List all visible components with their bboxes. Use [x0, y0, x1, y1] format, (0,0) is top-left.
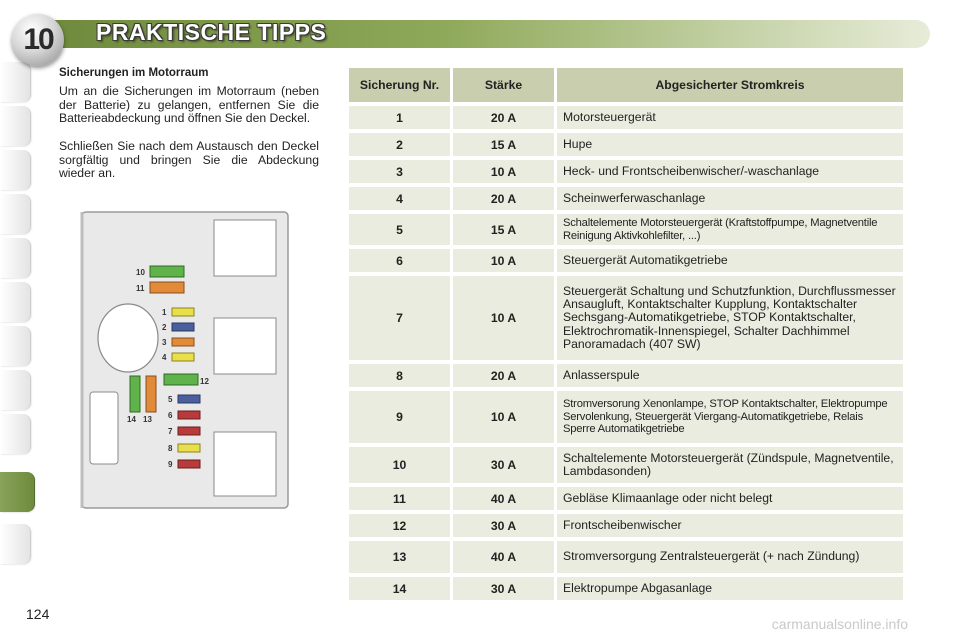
fuse-number: 7 [349, 276, 450, 360]
table-row [349, 276, 903, 360]
relay-block [214, 220, 276, 276]
table-row [349, 364, 903, 387]
fuse-label-13: 13 [143, 415, 152, 424]
fuse-circuit: Heck- und Frontscheibenwischer/-waschanlage [557, 160, 903, 183]
fuse-circuit: Elektropumpe Abgasanlage [557, 577, 903, 600]
fuse-circuit: Gebläse Klimaanlage oder nicht belegt [557, 487, 903, 510]
fuse-box-diagram [80, 210, 290, 510]
fuse-label-10: 10 [136, 268, 145, 277]
fuse-rating: 10 A [453, 160, 554, 183]
section-heading: Sicherungen im Motorraum [59, 67, 209, 79]
fuse-number: 2 [349, 133, 450, 156]
chapter-tab[interactable] [0, 62, 31, 102]
table-row [349, 577, 903, 600]
fuse-circuit: Scheinwerferwaschanlage [557, 187, 903, 210]
fuse-number: 13 [349, 541, 450, 573]
relay-block [214, 318, 276, 374]
fuse-label-8: 8 [168, 444, 173, 453]
fuse-rating: 20 A [453, 364, 554, 387]
fuse-10 [150, 266, 184, 277]
fuse-9 [178, 460, 200, 468]
fuse-12 [164, 374, 198, 385]
chapter-tab[interactable] [0, 106, 31, 146]
fuse-number: 12 [349, 514, 450, 537]
fuse-7 [178, 427, 200, 435]
header-circuit: Abgesicherter Stromkreis [557, 68, 903, 102]
table-row [349, 106, 903, 129]
fuse-circuit: Schaltelemente Motorsteuergerät (Kraftstoffpumpe, Magnetventile Reinigung Aktivkohlefilter, ...) [557, 214, 903, 245]
fuse-number: 3 [349, 160, 450, 183]
fuse-1 [172, 308, 194, 316]
fuse-rating: 30 A [453, 447, 554, 483]
fuse-circuit: Frontscheibenwischer [557, 514, 903, 537]
fuse-label-4: 4 [162, 353, 167, 362]
fuse-circuit: Schaltelemente Motorsteuergerät (Zündspule, Magnetventile, Lambdasonden) [557, 447, 903, 483]
fuse-label-12: 12 [200, 377, 209, 386]
chapter-tab[interactable] [0, 414, 31, 454]
table-row [349, 133, 903, 156]
fuse-number: 6 [349, 249, 450, 272]
table-row [349, 487, 903, 510]
fuse-label-7: 7 [168, 427, 173, 436]
fuse-circuit: Steuergerät Schaltung und Schutzfunktion, Durchflussmesser Ansaugluft, Kontaktschalter Kupplung, Kontaktschalter Sechsgang-Automatikgetriebe, STOP Kontaktschalter, Elektrochromatik-Innenspiegel, Schalter Dachhimmel Panoramadach (407 SW) [557, 276, 903, 360]
fuse-label-2: 2 [162, 323, 167, 332]
fuse-circuit: Anlasserspule [557, 364, 903, 387]
table-row [349, 187, 903, 210]
fuse-rating: 40 A [453, 541, 554, 573]
header-rating: Stärke [453, 68, 554, 102]
chapter-tab[interactable] [0, 194, 31, 234]
fuse-circuit: Stromversorgung Zentralsteuergerät (+ nach Zündung) [557, 541, 903, 573]
fuse-circuit: Hupe [557, 133, 903, 156]
chapter-tab[interactable] [0, 282, 31, 322]
chapter-tab[interactable] [0, 238, 31, 278]
round-socket [98, 304, 158, 372]
fuse-number: 4 [349, 187, 450, 210]
fuse-circuit: Motorsteuergerät [557, 106, 903, 129]
table-row [349, 391, 903, 443]
fuse-label-11: 11 [136, 284, 145, 293]
table-row [349, 214, 903, 245]
fuse-number: 11 [349, 487, 450, 510]
fuse-rating: 15 A [453, 133, 554, 156]
paragraph-close: Schließen Sie nach dem Austausch den Deckel sorgfältig und bringen Sie die Abdeckung wieder an. [59, 139, 319, 181]
fuse-3 [172, 338, 194, 346]
fuse-number: 1 [349, 106, 450, 129]
chapter-tab[interactable] [0, 326, 31, 366]
chapter-tab-active[interactable] [0, 472, 35, 512]
fuse-rating: 30 A [453, 514, 554, 537]
rect-socket [90, 392, 118, 464]
fuse-13 [146, 376, 156, 412]
table-header-row [349, 68, 903, 102]
table-row [349, 514, 903, 537]
fuse-label-3: 3 [162, 338, 167, 347]
fuse-label-9: 9 [168, 460, 173, 469]
fuse-rating: 10 A [453, 249, 554, 272]
fuse-number: 9 [349, 391, 450, 443]
fuse-circuit: Steuergerät Automatikgetriebe [557, 249, 903, 272]
fuse-number: 8 [349, 364, 450, 387]
chapter-title: PRAKTISCHE TIPPS [96, 19, 327, 45]
chapter-tab[interactable] [0, 524, 31, 564]
fuse-5 [178, 395, 200, 403]
table-row [349, 160, 903, 183]
fuse-label-5: 5 [168, 395, 173, 404]
fuse-rating: 40 A [453, 487, 554, 510]
fuse-rating: 15 A [453, 214, 554, 245]
chapter-number: 10 [23, 23, 53, 56]
fuse-4 [172, 353, 194, 361]
fuse-2 [172, 323, 194, 331]
fuse-label-6: 6 [168, 411, 173, 420]
fuse-table [349, 68, 903, 604]
chapter-tab[interactable] [0, 370, 31, 410]
chapter-badge [12, 14, 64, 66]
relay-block [214, 432, 276, 496]
fuse-label-14: 14 [127, 415, 136, 424]
fuse-6 [178, 411, 200, 419]
fuse-number: 14 [349, 577, 450, 600]
page-number: 124 [26, 606, 50, 622]
fuse-8 [178, 444, 200, 452]
fuse-rating: 20 A [453, 187, 554, 210]
header-fuse-number: Sicherung Nr. [349, 68, 450, 102]
watermark: carmanualsonline.info [771, 616, 908, 632]
chapter-tab-strip [0, 62, 34, 582]
paragraph-access: Um an die Sicherungen im Motorraum (neben der Batterie) zu gelangen, entfernen Sie die Batterieabdeckung und öffnen Sie den Deckel. [59, 84, 319, 126]
fuse-number: 5 [349, 214, 450, 245]
fuse-rating: 20 A [453, 106, 554, 129]
table-row [349, 541, 903, 573]
fuse-circuit: Stromversorung Xenonlampe, STOP Kontaktschalter, Elektropumpe Servolenkung, Steuergerät Viergang-Automatikgetriebe, Relais Sperre Automatikgetriebe [557, 391, 903, 443]
fuse-rating: 10 A [453, 276, 554, 360]
fuse-14 [130, 376, 140, 412]
fuse-11 [150, 282, 184, 293]
chapter-tab[interactable] [0, 150, 31, 190]
fuse-number: 10 [349, 447, 450, 483]
table-row [349, 447, 903, 483]
fuse-rating: 10 A [453, 391, 554, 443]
fuse-rating: 30 A [453, 577, 554, 600]
fuse-label-1: 1 [162, 308, 167, 317]
table-row [349, 249, 903, 272]
